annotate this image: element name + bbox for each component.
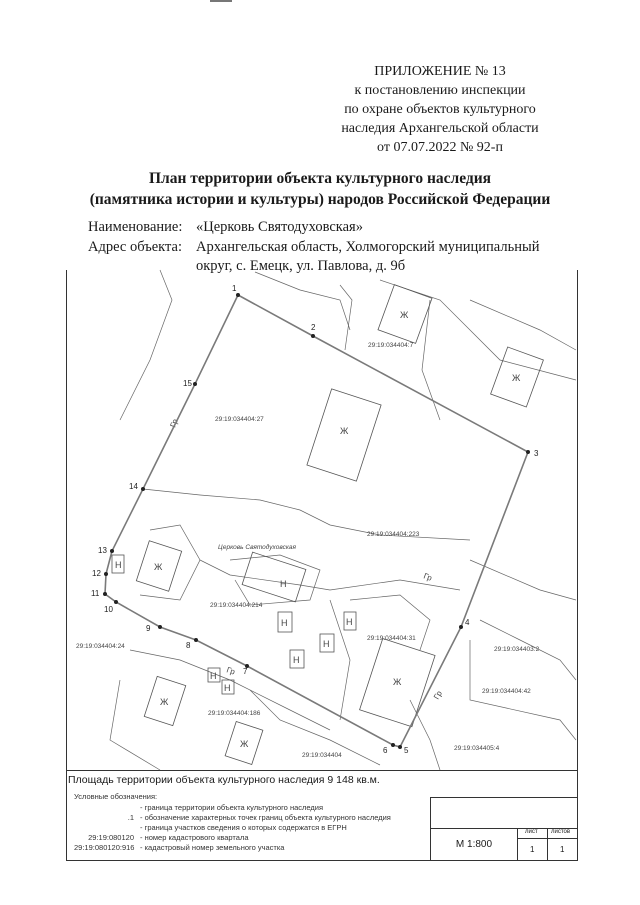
- sheets-count: 1: [560, 845, 565, 854]
- parcel-cadastral-number: 29:19:034404:27: [215, 416, 264, 423]
- parcel-boundary: [143, 489, 470, 540]
- parcel-lines: [110, 270, 576, 770]
- parcel-cadastral-number: 29:19:034404:42: [482, 688, 531, 695]
- n-symbol: Н: [281, 618, 288, 628]
- boundary-point-label: 4: [465, 618, 470, 627]
- boundary-point-label: 11: [91, 589, 100, 598]
- boundary-point-label: 9: [146, 624, 151, 633]
- boundary-points: [91, 284, 539, 755]
- boundary-point-marker: [526, 450, 530, 454]
- parcel-cadastral-number: 29:19:034405:4: [454, 745, 500, 752]
- parcel-boundary: [255, 272, 350, 330]
- building: [242, 552, 306, 602]
- building-symbols: [115, 310, 521, 749]
- zh-symbol: Ж: [512, 373, 521, 383]
- legend-text: - обозначение характерных точек границ объекта культурного наследия: [140, 813, 391, 822]
- appendix-line: по охране объектов культурного: [344, 102, 536, 117]
- n-symbol: Н: [293, 655, 300, 665]
- legend-symbol: 29:19:080120:916: [74, 843, 135, 852]
- zh-symbol: Ж: [340, 426, 349, 436]
- title-block-stamp: [430, 797, 577, 861]
- legend-text: - граница участков сведения о которых содержатся в ЕГРН: [140, 823, 347, 832]
- parcel-boundary: [140, 525, 200, 600]
- parcel-boundary: [410, 700, 440, 770]
- n-symbol: Н: [280, 579, 287, 589]
- gr-label: Гр: [422, 571, 434, 583]
- parcel-boundary: [200, 560, 460, 590]
- appendix-line: наследия Архангельской области: [341, 121, 539, 136]
- boundary-point-marker: [104, 572, 108, 576]
- legend-text: - номер кадастрового квартала: [140, 833, 249, 842]
- parcel-cadastral-number: 29:19:034404: [302, 752, 342, 759]
- boundary-point-marker: [236, 293, 240, 297]
- appendix-line: к постановлению инспекции: [354, 83, 526, 98]
- parcel-cadastral-number: 29:19:034404:223: [367, 531, 420, 538]
- boundary-point-label: 13: [98, 546, 107, 555]
- zh-symbol: Ж: [400, 310, 409, 320]
- buildings: [112, 285, 543, 765]
- name-value: «Церковь Святодуховская»: [196, 219, 363, 235]
- gr-label: Гр: [225, 665, 237, 677]
- n-symbol: Н: [115, 560, 122, 570]
- boundary-point-marker: [398, 745, 402, 749]
- boundary-point-label: 10: [104, 605, 113, 614]
- boundary-point-label: 12: [92, 569, 101, 578]
- zh-symbol: Ж: [160, 697, 169, 707]
- plan-title-line2: (памятника истории и культуры) народов Российской Федерации: [89, 191, 551, 208]
- legend-item: [74, 823, 347, 833]
- boundary-point-marker: [391, 743, 395, 747]
- boundary-point-marker: [193, 382, 197, 386]
- boundary-point-label: 8: [186, 641, 191, 650]
- legend: [74, 792, 391, 853]
- boundary-point-marker: [194, 638, 198, 642]
- gr-labels: [168, 417, 444, 701]
- parcel-boundary: [110, 680, 160, 770]
- boundary-point-marker: [110, 549, 114, 553]
- parcel-cadastral-number: 29:19:034404:214: [210, 602, 263, 609]
- legend-text: - кадастровый номер земельного участка: [140, 843, 285, 852]
- parcel-boundary: [120, 270, 172, 420]
- sheets-label: листов: [551, 829, 571, 835]
- boundary-point-label: 1: [232, 284, 237, 293]
- n-symbol: Н: [224, 683, 231, 693]
- gr-label: Гр: [431, 689, 444, 701]
- boundary-point-label: 2: [311, 323, 316, 332]
- legend-item: [74, 843, 285, 853]
- address-value-line2: округ, с. Емецк, ул. Павлова, д. 9б: [196, 258, 406, 274]
- scale-cell: [431, 828, 518, 861]
- parcel-boundary: [470, 560, 576, 600]
- legend-symbol: .1: [127, 813, 134, 822]
- boundary-point-marker: [311, 334, 315, 338]
- boundary-point-label: 5: [404, 746, 409, 755]
- appendix-date: от 07.07.2022 № 92-п: [377, 140, 503, 155]
- church-label: Церковь Святодуховская: [218, 544, 296, 551]
- boundary-point-label: 3: [534, 449, 539, 458]
- n-symbol: Н: [323, 639, 330, 649]
- sheet-values: [517, 839, 577, 861]
- appendix-title: ПРИЛОЖЕНИЕ № 13: [374, 64, 506, 79]
- legend-title: Условные обозначения:: [74, 792, 158, 801]
- parcel-cadastral-number: 29:19:034403:2: [494, 646, 540, 653]
- zh-symbol: Ж: [154, 562, 163, 572]
- sheet-number: 1: [530, 845, 535, 854]
- parcel-boundary: [380, 280, 576, 380]
- name-label: Наименование:: [88, 219, 183, 235]
- scale-value: М 1:800: [455, 839, 493, 850]
- boundary-point-marker: [158, 625, 162, 629]
- legend-item: [74, 833, 249, 843]
- parcel-cadastral-number: 29:19:034404:31: [367, 635, 416, 642]
- plan-title-line1: План территории объекта культурного наследия: [148, 170, 492, 187]
- boundary-point-marker: [103, 592, 107, 596]
- boundary-point-label: 15: [183, 379, 192, 388]
- address-value-line1: Архангельская область, Холмогорский муниципальный: [196, 239, 540, 255]
- legend-item: [74, 803, 324, 813]
- boundary-point-label: 6: [383, 746, 388, 755]
- parcel-cadastral-number: 29:19:034404:186: [208, 710, 261, 717]
- legend-text: - граница территории объекта культурного наследия: [140, 803, 324, 812]
- parcel-cadastral-number: 29:19:034404:7: [368, 342, 414, 349]
- n-symbol: Н: [346, 617, 353, 627]
- boundary-point-label: 14: [129, 482, 138, 491]
- gr-label: Гр: [168, 417, 180, 429]
- boundary-point-marker: [114, 600, 118, 604]
- heritage-boundary: [105, 295, 528, 747]
- zh-symbol: Ж: [393, 677, 402, 687]
- boundary-point-marker: [459, 625, 463, 629]
- area-text: Площадь территории объекта культурного наследия 9 148 кв.м.: [68, 774, 380, 786]
- boundary-point-label: 7: [243, 667, 248, 676]
- legend-symbol: 29:19:080120: [88, 833, 134, 842]
- n-symbol: Н: [210, 671, 217, 681]
- zh-symbol: Ж: [240, 739, 249, 749]
- parcel-boundary: [470, 300, 576, 350]
- parcel-cadastral-number: 29:19:034404:24: [76, 643, 125, 650]
- sheet-label: лист: [525, 829, 538, 835]
- address-label: Адрес объекта:: [88, 239, 182, 255]
- boundary-point-marker: [141, 487, 145, 491]
- legend-item: [74, 813, 391, 823]
